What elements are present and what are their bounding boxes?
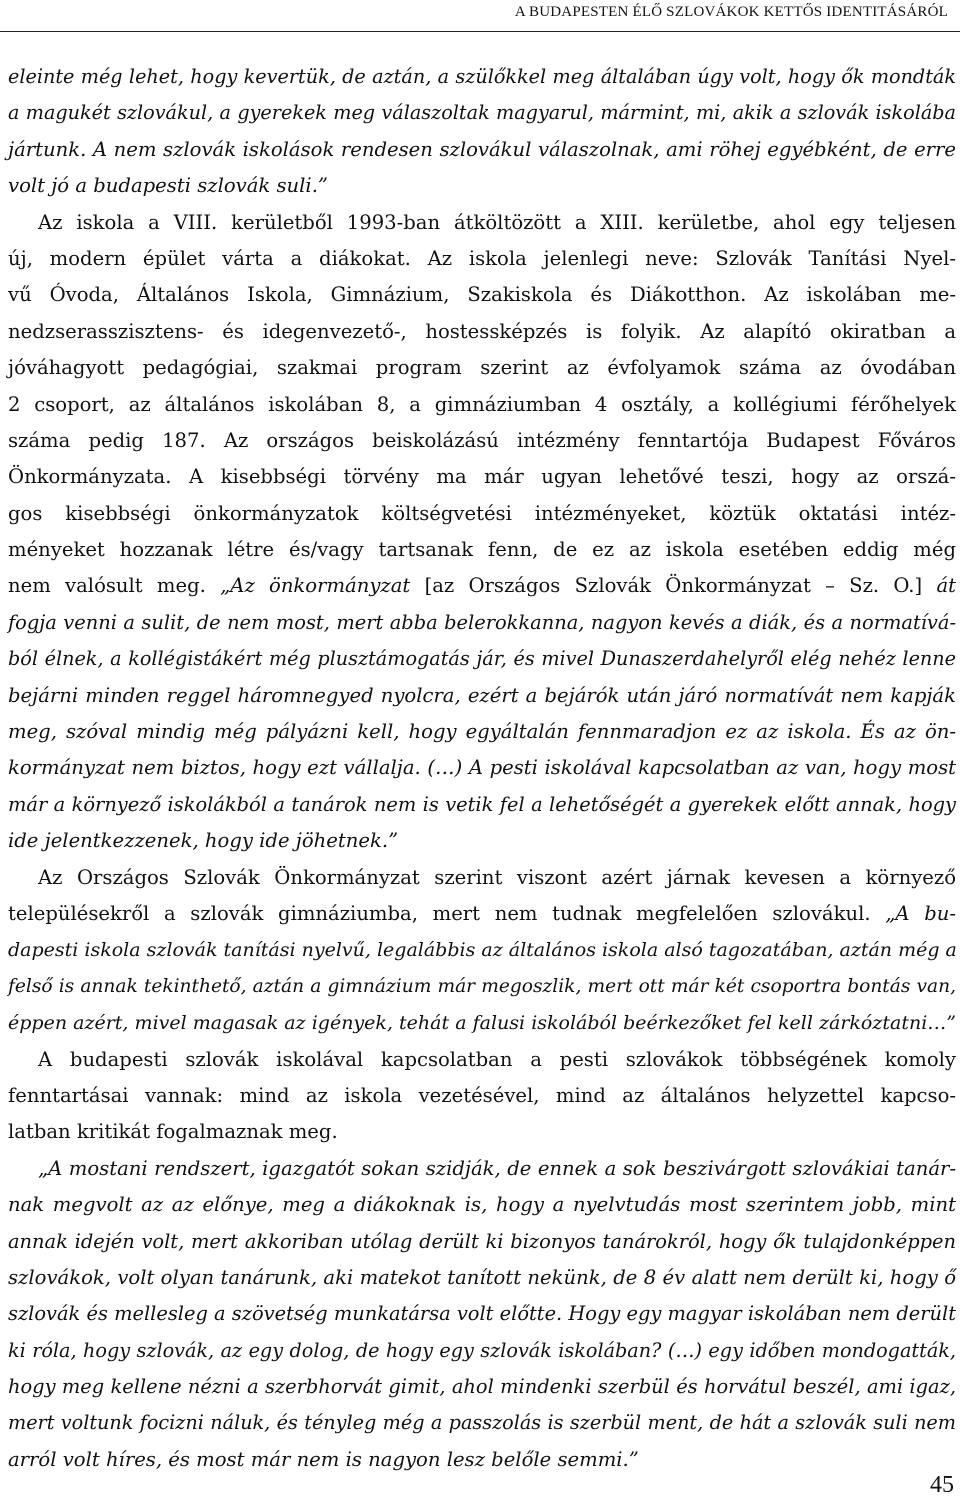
text-line: kormányzat nem biztos, hogy ezt vállalja. (…) A pesti iskolával kapcsolatban az van, hogy most (8, 756, 956, 780)
quote-segment: „A bu- (885, 901, 956, 925)
quote-segment: át (936, 574, 956, 598)
text-line: A budapesti szlovák iskolával kapcsolatban a pesti szlovákok többségének komoly (38, 1047, 956, 1071)
text-line: ki róla, hogy szlovák, az egy dolog, de hogy egy szlovák iskolában? (…) egy időben mondogatták, (8, 1338, 956, 1362)
text-line: meg, szóval mindig még pályázni kell, hogy egyáltalán fennmaradjon ez az iskola. És az ön- (8, 720, 956, 744)
header-rule (0, 31, 960, 32)
text-line: jártunk. A nem szlovák iskolások rendesen szlovákul válaszolnak, ami röhej egyébként, de erre (8, 137, 956, 161)
text-line: szlovák és mellesleg a szövetség munkatársa volt előtte. Hogy egy magyar iskolában nem derült (8, 1302, 956, 1326)
text-segment: [az Országos Szlovák Önkormányzat – Sz. O.] (410, 574, 937, 598)
text-line: fenntartásai vannak: mind az iskola vezetésével, mind az általános helyzettel kapcso- (8, 1083, 956, 1107)
text-line: ból élnek, a kollégistákért még plusztámogatás jár, és mivel Dunaszerdahelyről elég nehéz lenne (8, 647, 956, 671)
text-line: nak megvolt az az előnye, meg a diákoknak is, hogy a nyelvtudás most szerintem jobb, mint (8, 1193, 956, 1217)
text-line: mert voltunk focizni náluk, és tényleg még a passzolás is szerbül ment, de hát a szlovák suli nem (8, 1411, 956, 1435)
text-line: éppen azért, mivel magasak az igények, tehát a falusi iskolából beérkezőket fel kell zárkóztatni…” (8, 1012, 956, 1035)
running-header: A BUDAPESTEN ÉLŐ SZLOVÁKOK KETTŐS IDENTITÁSÁRÓL (514, 4, 948, 20)
text-line: felső is annak tekinthető, aztán a gimnázium már megoszlik, mert ott már két csoportra bontás van, (8, 975, 956, 997)
text-line: Az iskola a VIII. kerületből 1993-ban átköltözött a XIII. kerületbe, ahol egy teljesen (38, 210, 956, 234)
text-line: szlovákok, volt olyan tanárunk, aki matekot tanított nekünk, de 8 év alatt nem derült ki, hogy ő (8, 1265, 956, 1289)
text-line: már a környező iskolákból a tanárok nem is vetik fel a lehetőségét a gyerekek előtt annak, hogy (8, 792, 956, 816)
body-text (8, 59, 956, 1478)
text-line: dapesti iskola szlovák tanítási nyelvű, legalábbis az általános iskola alsó tagozatában, aztán még a (8, 939, 957, 962)
text-line: ide jelentkezzenek, hogy ide jöhetnek.” (8, 829, 399, 853)
text-line: vű Óvoda, Általános Iskola, Gimnázium, Szakiskola és Diákotthon. Az iskolában me- (8, 283, 956, 307)
text-line: hogy meg kellene nézni a szerbhorvát gimit, ahol mindenki szerbül és horvátul beszél, ami igaz, (8, 1375, 956, 1399)
page-number: 45 (930, 1472, 954, 1498)
text-line: jóváhagyott pedagógiai, szakmai program szerint az évfolyamok száma az óvodában (8, 356, 956, 380)
text-line (8, 896, 956, 932)
text-line: „A mostani rendszert, igazgatót sokan szidják, de ennek a sok beszivárgott szlovákiai tanár- (38, 1156, 956, 1180)
text-line: száma pedig 187. Az országos beiskolázású intézmény fenntartója Budapest Főváros (8, 428, 956, 452)
text-segment: nem valósult meg. (8, 574, 221, 598)
text-line (8, 568, 956, 604)
text-line: annak idején volt, mert akkoriban utólag derült ki bizonyos tanárokról, hogy ők tulajdonképpen (8, 1229, 956, 1253)
text-line: bejárni minden reggel háromnegyed nyolcra, ezért a bejárók után járó normatívát nem kapják (8, 683, 956, 707)
quote-segment: „Az önkormányzat (220, 574, 411, 598)
text-line: gos kisebbségi önkormányzatok költségvetési intézményeket, köztük oktatási intéz- (8, 501, 956, 525)
text-line: a magukét szlovákul, a gyerekek meg válaszoltak magyarul, mármint, mi, akik a szlovák iskolába (8, 101, 956, 125)
text-line: 2 csoport, az általános iskolában 8, a gimnáziumban 4 osztály, a kollégiumi férőhelyek (8, 392, 956, 416)
text-line: volt jó a budapesti szlovák suli.” (8, 174, 328, 198)
text-line: nedzserasszisztens- és idegenvezető-, hostessképzés is folyik. Az alapító okiratban a (8, 319, 956, 343)
text-line: Az Országos Szlovák Önkormányzat szerint viszont azért járnak kevesen a környező (38, 865, 956, 889)
text-line: latban kritikát fogalmaznak meg. (8, 1120, 338, 1144)
text-line: arról volt híres, és most már nem is nagyon lesz belőle semmi.” (8, 1447, 639, 1471)
text-line: eleinte még lehet, hogy kevertük, de aztán, a szülőkkel meg általában úgy volt, hogy ők mondták (8, 65, 956, 88)
text-line: fogja venni a sulit, de nem most, mert abba belerokkanna, nagyon kevés a diák, és a normatívá- (8, 610, 956, 634)
text-line: új, modern épület várta a diákokat. Az iskola jelenlegi neve: Szlovák Tanítási Nyel- (8, 246, 956, 270)
text-segment: településekről a szlovák gimnáziumba, mert nem tudnak megfelelően szlovákul. (8, 901, 886, 925)
text-line: ményeket hozzanak létre és/vagy tartsanak fenn, de ez az iskola esetében eddig még (8, 538, 956, 562)
text-line: Önkormányzata. A kisebbségi törvény ma már ugyan lehetővé teszi, hogy az orszá- (8, 465, 956, 489)
